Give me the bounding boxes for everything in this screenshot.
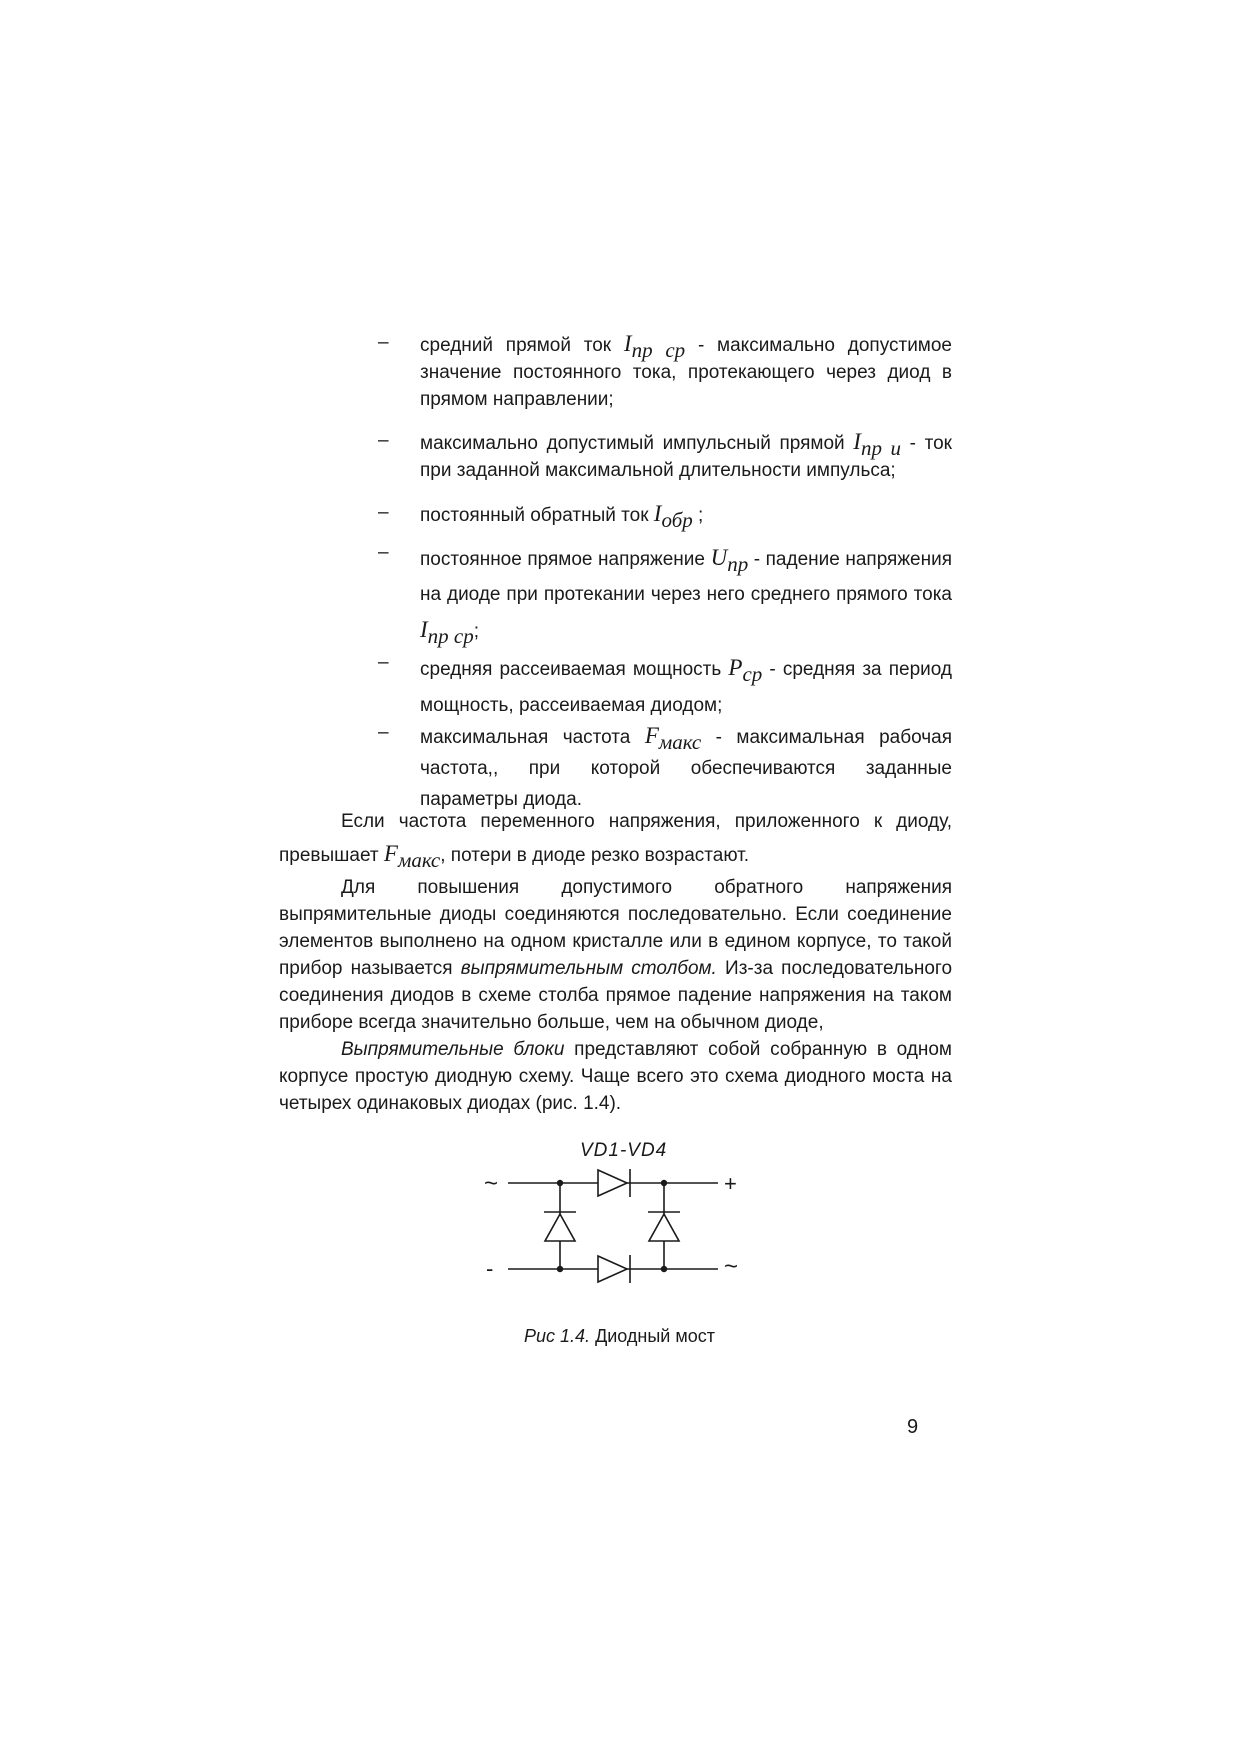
list-item (420, 540, 952, 649)
list-dash: – (378, 542, 389, 563)
list-item-lead: максимально допустимый импульсный прямой (420, 433, 845, 454)
diode-bridge-diagram (470, 1140, 770, 1310)
diode-left-icon (545, 1214, 575, 1241)
junction-dot (661, 1266, 667, 1272)
formula-symbol: $F_{макс}$ (644, 723, 702, 754)
list-item-lead: средний прямой ток (420, 335, 612, 356)
italic-term: выпрямительным столбом. (460, 958, 717, 979)
list-item (420, 650, 952, 724)
list-item-text: - падение напряжения на диоде при протекании через него среднего прямого тока (420, 549, 953, 605)
terminal-minus: - (486, 1256, 494, 1281)
terminal-ac-top: ~ (484, 1170, 499, 1197)
list-dash: – (378, 652, 389, 673)
formula-symbol: $I_{обр}$ (653, 501, 693, 532)
formula-symbol: $I_{пр ср}$ (623, 331, 686, 362)
list-item-lead: постоянный обратный ток (420, 505, 649, 526)
terminal-ac-bottom: ~ (724, 1253, 739, 1280)
paragraph (279, 806, 952, 872)
list-item (420, 330, 952, 413)
list-item-text: - средняя за период мощность, рассеиваемая диодом; (420, 659, 953, 716)
caption-number: Рис 1.4. (524, 1326, 591, 1346)
list-dash: – (378, 332, 389, 353)
formula-symbol: $F_{макс}$ (383, 841, 441, 872)
paragraph-text: , потери в диоде резко возрастают. (440, 845, 750, 866)
list-item (420, 720, 952, 815)
list-item (420, 428, 952, 484)
list-item-lead: средняя рассеиваемая мощность (420, 659, 722, 680)
diode-bottom-icon (598, 1256, 627, 1282)
list-item-text: - максимальная рабочая частота,, при которой обеспечиваются заданные параметры диода. (420, 727, 953, 810)
junction-dot (557, 1266, 563, 1272)
list-item-text: - максимально допустимое значение постоянного тока, протекающего через диод в прямом направлении; (420, 335, 953, 410)
paragraph (279, 1036, 952, 1117)
paragraph (279, 874, 952, 1036)
list-item-lead: постоянное прямое напряжение (420, 549, 705, 570)
paragraph-text: представляют собой собранную в одном корпусе простую диодную схему. Чаще всего это схема диодного моста на четырех одинаковых диодах (рис. 1.4). (279, 1039, 952, 1114)
junction-dot (557, 1180, 563, 1186)
figure-caption (524, 1326, 715, 1347)
list-dash: – (378, 430, 389, 451)
paragraph-text: Если частота переменного напряжения, приложенного к диоду, превышает (279, 811, 952, 866)
junction-dot (661, 1180, 667, 1186)
paragraph-text: Для повышения допустимого обратного напряжения выпрямительные диоды соединяются последовательно. Если соединение элементов выполнено на одном кристалле или в едином корпусе, то такой прибор называется (279, 877, 952, 979)
paragraph-text: Из-за последовательного соединения диодов в схеме столба прямое падение напряжения на таком приборе всегда значительно больше, чем на обычном диоде, (279, 958, 953, 1033)
terminal-plus: + (724, 1171, 737, 1196)
list-dash: – (378, 722, 389, 743)
italic-term: Выпрямительные блоки (341, 1039, 565, 1060)
figure-label: VD1-VD4 (580, 1140, 668, 1161)
formula-symbol: $I_{пр ср}$ (420, 617, 474, 648)
list-item-lead: максимальная частота (420, 727, 631, 748)
diode-top-icon (598, 1170, 627, 1196)
diode-right-icon (649, 1214, 679, 1241)
list-item-text: - ток при заданной максимальной длительности импульса; (420, 433, 952, 481)
list-item (420, 500, 952, 532)
caption-text: Диодный мост (595, 1326, 715, 1346)
list-item-text: ; (698, 505, 704, 526)
formula-symbol: $P_{ср}$ (728, 655, 763, 686)
list-item-text: ; (473, 621, 480, 642)
formula-symbol: $U_{пр}$ (710, 545, 749, 576)
list-dash: – (378, 502, 389, 523)
page-number: 9 (907, 1416, 919, 1438)
formula-symbol: $I_{пр и}$ (853, 429, 902, 460)
